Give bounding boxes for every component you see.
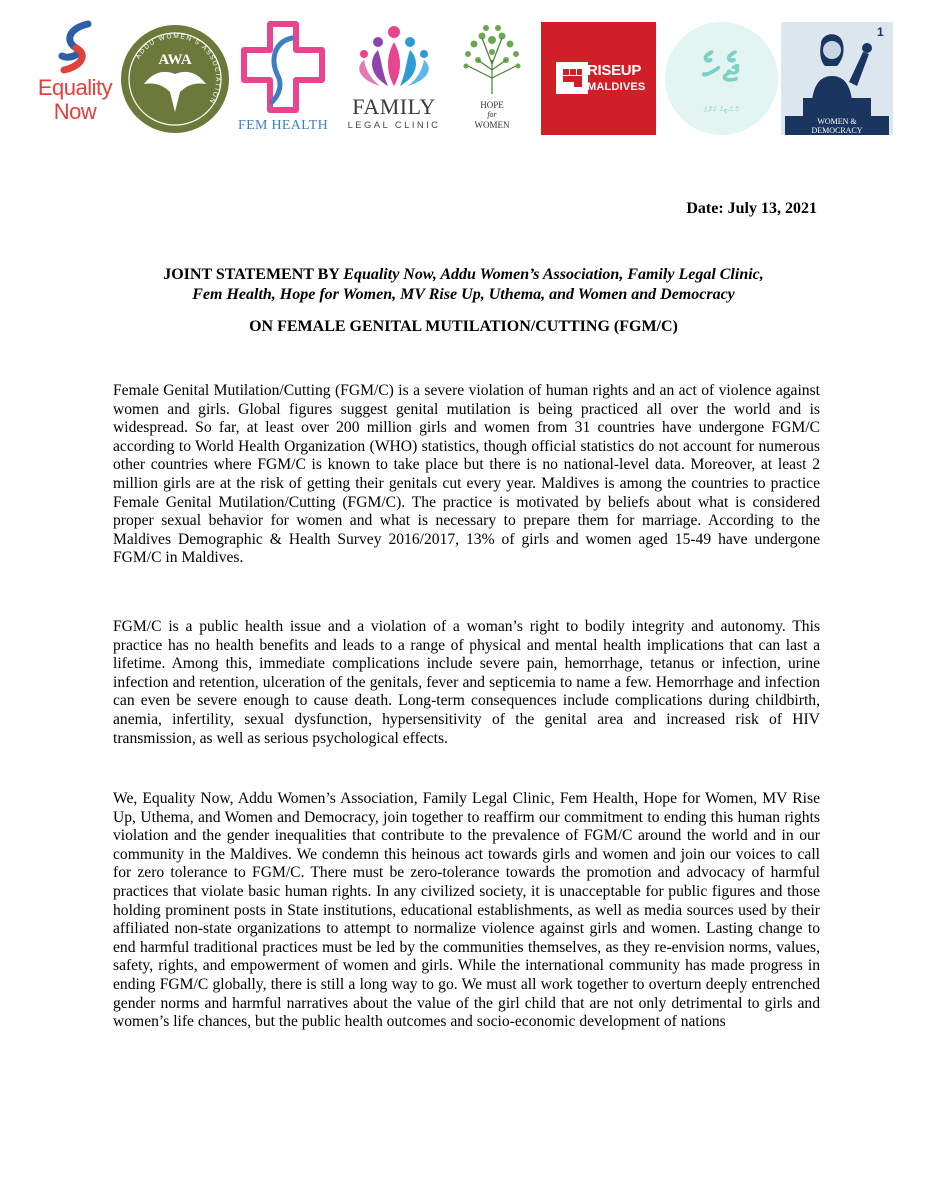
title-orgs-line-2: Fem Health, Hope for Women, MV Rise Up, Uthema, and Women and Democracy xyxy=(192,286,735,303)
awa-mark: AWA xyxy=(158,52,192,68)
statement-title xyxy=(90,265,837,305)
svg-text:1: 1 xyxy=(877,25,884,39)
equality-now-swirl-icon xyxy=(30,20,120,78)
democracy-word: DEMOCRACY xyxy=(811,126,863,135)
paragraph-joint-commitment: We, Equality Now, Addu Women’s Association, Family Legal Clinic, Fem Health, Hope for Women, MV Rise Up, Uthema, and Women and Democracy, join together to reaffirm our commitment to ending this human rights violation and the gender inequalities that contribute to the prevalence of FGM/C around the world and in our community in the Maldives. We condemn this heinous act towards girls and women and join our voices to call for zero tolerance to FGM/C. There must be zero-tolerance towards the promotion and advocacy of harmful practices that violate basic human rights. In any civilized society, it is unacceptable for public figures and those holding prominent posts in State institutions, educational establishments, as well as media sources used by their affiliated non-state organizations to attempt to normalize violence against girls and women. Lasting change to end harmful traditional practices must be led by the communities themselves, as they re-envision norms, values, safety, rights, and empowerment of women and girls. While the international community has made progress in ending FGM/C globally, there is still a long way to go. We must all work together to overturn deeply entrenched gender norms and harmful narratives about the value of the girl child that are not only detrimental to girls and women’s life chances, but the public health outcomes and socio-economic development of nations xyxy=(113,790,820,1031)
family-legal-clinic-logo xyxy=(340,20,448,140)
maldives-word: MALDIVES xyxy=(587,81,646,93)
riseup-word: RISEUP xyxy=(587,62,642,79)
awa-dove-emblem-icon xyxy=(120,24,230,134)
hope-word: HOPE xyxy=(480,100,504,110)
family-figures-icon xyxy=(340,20,448,92)
for-word: for xyxy=(487,110,497,119)
legal-clinic-wordmark: LEGAL CLINIC xyxy=(347,120,441,131)
statement-subtitle: ON FEMALE GENITAL MUTILATION/CUTTING (FGM/C) xyxy=(249,318,678,335)
rise-up-maldives-logo xyxy=(541,22,656,135)
family-wordmark: FAMILY xyxy=(352,94,436,119)
fem-health-cross-icon xyxy=(232,20,334,116)
women-and-word: WOMEN & xyxy=(817,117,857,126)
paragraph-health-impact: FGM/C is a public health issue and a violation of a woman’s right to bodily integrity and autonomy. This practice has no health benefits and leads to a range of physical and mental health implications that can last a lifetime. Among this, immediate complications include severe pain, hemorrhage, tetanus or infection, urine infection and retention, ulceration of the genitals, fever and septicemia to name a few. Hemorrhage and infection can even be severe enough to cause death. Long-term consequences include complications during childbirth, anemia, infertility, sexual dysfunction, hypersensitivity of the genital area and increased risk of HIV transmission, as well as serious psychological effects. xyxy=(113,618,820,747)
women-word: WOMEN xyxy=(474,120,510,130)
women-and-democracy-logo xyxy=(781,22,893,135)
partner-logo-strip xyxy=(0,0,927,150)
equality-now-logo xyxy=(30,20,120,135)
title-prefix: JOINT STATEMENT BY xyxy=(163,266,344,283)
uthema-logo xyxy=(665,22,778,135)
awa-ring-text: ADDU WOMEN'S ASSOCIATION xyxy=(134,32,222,106)
fem-health-logo xyxy=(232,20,334,138)
women-democracy-label xyxy=(785,116,889,135)
title-orgs-line-1: Equality Now, Addu Women’s Association, Family Legal Clinic, xyxy=(343,266,764,283)
statement-date: Date: July 13, 2021 xyxy=(686,200,817,217)
paragraph-fgm-overview: Female Genital Mutilation/Cutting (FGM/C) is a severe violation of human rights and an act of violence against women and girls. Global figures suggest genital mutilation is being practiced all over the world and is widespread. So far, at least over 200 million girls and women from 31 countries have undergone FGM/C according to World Health Organization (WHO) statistics, though official statistics do not account for numerous other countries where FGM/C is known to take place but there is no national-level data. Moreover, at least 2 million girls are at the risk of getting their genitals cut every year. Maldives is among the countries to practice Female Genital Mutilation/Cutting (FGM/C). The practice is motivated by beliefs about what is considered proper sexual behavior for women and what is necessary to prepare them for marriage. According to the Maldives Demographic & Health Survey 2016/2017, 13% of girls and women aged 15-49 have undergone FGM/C in Maldives. xyxy=(113,382,820,567)
equality-now-wordmark: Equality Now xyxy=(37,75,113,124)
raised-fist-icon xyxy=(555,61,589,95)
rise-up-wordmark xyxy=(587,62,645,96)
woman-raising-hand-icon xyxy=(781,22,893,116)
hope-for-women-logo xyxy=(452,20,532,140)
hope-tree-icon xyxy=(452,20,532,98)
fem-health-wordmark: FEM HEALTH xyxy=(238,118,328,133)
uthema-subtitle: ހޮސްޓިކް ގުރޫޕު xyxy=(703,106,740,114)
uthema-thaana-mark: ޖެހެ xyxy=(702,46,741,90)
hope-for-women-wordmark xyxy=(452,100,532,130)
addu-womens-association-logo xyxy=(120,24,230,134)
